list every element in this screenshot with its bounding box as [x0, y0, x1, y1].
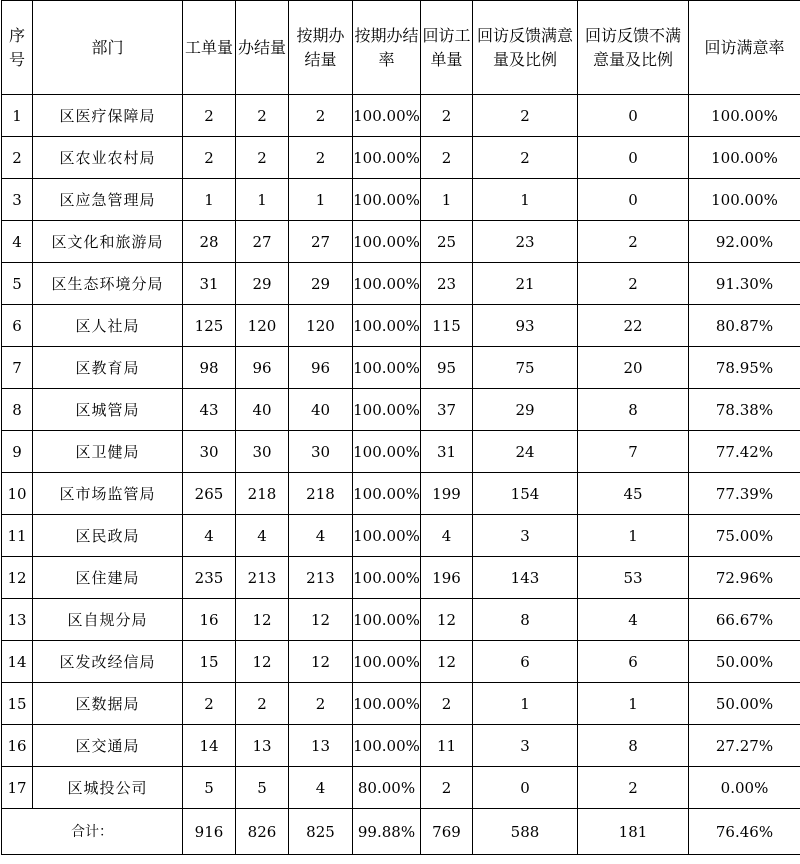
cell-index: 6	[2, 305, 33, 347]
cell-ontime-rate: 100.00%	[353, 179, 421, 221]
header-revisit-orders: 回访工单量	[421, 1, 473, 95]
cell-revisit-orders: 1	[421, 179, 473, 221]
cell-department: 区卫健局	[33, 431, 183, 473]
table-row	[2, 641, 800, 683]
cell-ontime-completed: 13	[289, 725, 353, 767]
cell-orders: 235	[183, 557, 236, 599]
cell-completed: 2	[236, 137, 289, 179]
cell-completed: 2	[236, 95, 289, 137]
cell-unsatisfied: 1	[578, 683, 689, 725]
cell-ontime-rate: 100.00%	[353, 557, 421, 599]
cell-revisit-orders: 199	[421, 473, 473, 515]
cell-department: 区发改经信局	[33, 641, 183, 683]
cell-index: 16	[2, 725, 33, 767]
header-satisfaction-rate: 回访满意率	[689, 1, 800, 95]
cell-satisfaction-rate: 72.96%	[689, 557, 800, 599]
cell-index: 17	[2, 767, 33, 809]
total-ontime-completed: 825	[289, 809, 353, 855]
cell-orders: 98	[183, 347, 236, 389]
table-row	[2, 557, 800, 599]
cell-department: 区民政局	[33, 515, 183, 557]
cell-revisit-orders: 4	[421, 515, 473, 557]
table-row	[2, 95, 800, 137]
cell-department: 区数据局	[33, 683, 183, 725]
table-row	[2, 683, 800, 725]
cell-satisfied: 93	[473, 305, 578, 347]
cell-unsatisfied: 7	[578, 431, 689, 473]
cell-department: 区医疗保障局	[33, 95, 183, 137]
cell-unsatisfied: 1	[578, 515, 689, 557]
cell-revisit-orders: 12	[421, 641, 473, 683]
cell-ontime-completed: 12	[289, 641, 353, 683]
cell-revisit-orders: 12	[421, 599, 473, 641]
header-unsatisfied: 回访反馈不满意量及比例	[578, 1, 689, 95]
cell-satisfaction-rate: 91.30%	[689, 263, 800, 305]
cell-satisfaction-rate: 77.42%	[689, 431, 800, 473]
total-ontime-rate: 99.88%	[353, 809, 421, 855]
cell-completed: 27	[236, 221, 289, 263]
cell-ontime-rate: 100.00%	[353, 599, 421, 641]
cell-orders: 2	[183, 95, 236, 137]
cell-department: 区自规分局	[33, 599, 183, 641]
cell-orders: 5	[183, 767, 236, 809]
cell-revisit-orders: 2	[421, 95, 473, 137]
cell-satisfied: 3	[473, 725, 578, 767]
cell-completed: 218	[236, 473, 289, 515]
cell-satisfied: 23	[473, 221, 578, 263]
cell-satisfaction-rate: 50.00%	[689, 683, 800, 725]
cell-ontime-completed: 1	[289, 179, 353, 221]
cell-index: 15	[2, 683, 33, 725]
cell-department: 区城管局	[33, 389, 183, 431]
cell-revisit-orders: 31	[421, 431, 473, 473]
cell-index: 14	[2, 641, 33, 683]
header-index: 序号	[2, 1, 33, 95]
cell-ontime-completed: 2	[289, 683, 353, 725]
cell-satisfied: 143	[473, 557, 578, 599]
cell-satisfaction-rate: 27.27%	[689, 725, 800, 767]
cell-completed: 30	[236, 431, 289, 473]
header-ontime-completed: 按期办结量	[289, 1, 353, 95]
cell-satisfaction-rate: 77.39%	[689, 473, 800, 515]
total-unsatisfied: 181	[578, 809, 689, 855]
cell-satisfaction-rate: 100.00%	[689, 95, 800, 137]
total-completed: 826	[236, 809, 289, 855]
cell-completed: 12	[236, 641, 289, 683]
cell-department: 区文化和旅游局	[33, 221, 183, 263]
cell-satisfied: 75	[473, 347, 578, 389]
header-completed: 办结量	[236, 1, 289, 95]
cell-ontime-rate: 100.00%	[353, 137, 421, 179]
cell-orders: 14	[183, 725, 236, 767]
cell-unsatisfied: 53	[578, 557, 689, 599]
cell-ontime-rate: 100.00%	[353, 473, 421, 515]
cell-ontime-completed: 27	[289, 221, 353, 263]
table-row	[2, 389, 800, 431]
cell-department: 区教育局	[33, 347, 183, 389]
cell-completed: 4	[236, 515, 289, 557]
table-row	[2, 305, 800, 347]
cell-completed: 213	[236, 557, 289, 599]
cell-index: 5	[2, 263, 33, 305]
cell-revisit-orders: 2	[421, 137, 473, 179]
cell-satisfaction-rate: 0.00%	[689, 767, 800, 809]
table-row	[2, 599, 800, 641]
cell-orders: 2	[183, 137, 236, 179]
header-row	[2, 1, 800, 95]
cell-department: 区农业农村局	[33, 137, 183, 179]
cell-index: 1	[2, 95, 33, 137]
cell-orders: 15	[183, 641, 236, 683]
table-row	[2, 431, 800, 473]
cell-ontime-completed: 213	[289, 557, 353, 599]
cell-unsatisfied: 4	[578, 599, 689, 641]
total-row	[2, 809, 800, 855]
cell-satisfaction-rate: 50.00%	[689, 641, 800, 683]
table-row	[2, 137, 800, 179]
cell-ontime-completed: 2	[289, 137, 353, 179]
cell-ontime-completed: 2	[289, 95, 353, 137]
cell-department: 区生态环境分局	[33, 263, 183, 305]
cell-orders: 125	[183, 305, 236, 347]
cell-orders: 1	[183, 179, 236, 221]
cell-satisfied: 1	[473, 683, 578, 725]
cell-satisfied: 6	[473, 641, 578, 683]
cell-ontime-completed: 30	[289, 431, 353, 473]
cell-completed: 12	[236, 599, 289, 641]
cell-satisfied: 2	[473, 137, 578, 179]
cell-ontime-completed: 29	[289, 263, 353, 305]
cell-unsatisfied: 2	[578, 221, 689, 263]
cell-revisit-orders: 11	[421, 725, 473, 767]
cell-ontime-rate: 100.00%	[353, 431, 421, 473]
cell-ontime-rate: 100.00%	[353, 263, 421, 305]
cell-ontime-completed: 40	[289, 389, 353, 431]
header-ontime-rate: 按期办结率	[353, 1, 421, 95]
cell-ontime-completed: 120	[289, 305, 353, 347]
cell-index: 2	[2, 137, 33, 179]
header-department: 部门	[33, 1, 183, 95]
cell-orders: 265	[183, 473, 236, 515]
cell-unsatisfied: 20	[578, 347, 689, 389]
header-satisfied: 回访反馈满意量及比例	[473, 1, 578, 95]
cell-completed: 1	[236, 179, 289, 221]
cell-completed: 13	[236, 725, 289, 767]
work-order-table	[1, 0, 800, 855]
cell-ontime-completed: 12	[289, 599, 353, 641]
cell-satisfied: 24	[473, 431, 578, 473]
table-body	[2, 95, 800, 809]
cell-satisfaction-rate: 100.00%	[689, 137, 800, 179]
total-satisfied: 588	[473, 809, 578, 855]
cell-completed: 96	[236, 347, 289, 389]
total-orders: 916	[183, 809, 236, 855]
table-header	[2, 1, 800, 95]
cell-satisfaction-rate: 80.87%	[689, 305, 800, 347]
cell-ontime-completed: 4	[289, 767, 353, 809]
cell-satisfied: 0	[473, 767, 578, 809]
total-satisfaction-rate: 76.46%	[689, 809, 800, 855]
cell-unsatisfied: 22	[578, 305, 689, 347]
total-label: 合计：	[2, 809, 183, 855]
cell-unsatisfied: 2	[578, 263, 689, 305]
table-row	[2, 515, 800, 557]
cell-ontime-rate: 80.00%	[353, 767, 421, 809]
cell-satisfaction-rate: 78.95%	[689, 347, 800, 389]
cell-ontime-completed: 96	[289, 347, 353, 389]
cell-completed: 29	[236, 263, 289, 305]
cell-revisit-orders: 37	[421, 389, 473, 431]
cell-unsatisfied: 0	[578, 179, 689, 221]
table-row	[2, 221, 800, 263]
cell-unsatisfied: 8	[578, 389, 689, 431]
cell-department: 区住建局	[33, 557, 183, 599]
cell-index: 11	[2, 515, 33, 557]
cell-revisit-orders: 2	[421, 767, 473, 809]
table-row	[2, 725, 800, 767]
cell-department: 区城投公司	[33, 767, 183, 809]
cell-revisit-orders: 25	[421, 221, 473, 263]
cell-revisit-orders: 115	[421, 305, 473, 347]
cell-index: 13	[2, 599, 33, 641]
cell-revisit-orders: 196	[421, 557, 473, 599]
cell-satisfied: 8	[473, 599, 578, 641]
header-orders: 工单量	[183, 1, 236, 95]
table-row	[2, 473, 800, 515]
cell-revisit-orders: 23	[421, 263, 473, 305]
total-revisit-orders: 769	[421, 809, 473, 855]
cell-ontime-rate: 100.00%	[353, 95, 421, 137]
table-row	[2, 263, 800, 305]
cell-unsatisfied: 0	[578, 137, 689, 179]
table-row	[2, 347, 800, 389]
cell-completed: 40	[236, 389, 289, 431]
cell-index: 10	[2, 473, 33, 515]
cell-ontime-completed: 4	[289, 515, 353, 557]
cell-index: 3	[2, 179, 33, 221]
cell-orders: 31	[183, 263, 236, 305]
cell-department: 区人社局	[33, 305, 183, 347]
cell-orders: 16	[183, 599, 236, 641]
cell-unsatisfied: 45	[578, 473, 689, 515]
cell-satisfaction-rate: 100.00%	[689, 179, 800, 221]
cell-ontime-rate: 100.00%	[353, 389, 421, 431]
cell-index: 4	[2, 221, 33, 263]
cell-completed: 2	[236, 683, 289, 725]
cell-index: 9	[2, 431, 33, 473]
cell-satisfied: 21	[473, 263, 578, 305]
cell-unsatisfied: 6	[578, 641, 689, 683]
table-row	[2, 767, 800, 809]
cell-completed: 120	[236, 305, 289, 347]
cell-completed: 5	[236, 767, 289, 809]
cell-department: 区市场监管局	[33, 473, 183, 515]
cell-satisfaction-rate: 78.38%	[689, 389, 800, 431]
cell-department: 区交通局	[33, 725, 183, 767]
cell-satisfied: 29	[473, 389, 578, 431]
cell-ontime-rate: 100.00%	[353, 347, 421, 389]
cell-revisit-orders: 2	[421, 683, 473, 725]
cell-unsatisfied: 8	[578, 725, 689, 767]
cell-orders: 4	[183, 515, 236, 557]
cell-revisit-orders: 95	[421, 347, 473, 389]
cell-orders: 30	[183, 431, 236, 473]
cell-index: 7	[2, 347, 33, 389]
cell-ontime-rate: 100.00%	[353, 305, 421, 347]
cell-ontime-completed: 218	[289, 473, 353, 515]
cell-ontime-rate: 100.00%	[353, 515, 421, 557]
cell-ontime-rate: 100.00%	[353, 725, 421, 767]
cell-satisfaction-rate: 75.00%	[689, 515, 800, 557]
table-row	[2, 179, 800, 221]
cell-orders: 2	[183, 683, 236, 725]
cell-department: 区应急管理局	[33, 179, 183, 221]
cell-unsatisfied: 2	[578, 767, 689, 809]
cell-ontime-rate: 100.00%	[353, 641, 421, 683]
cell-satisfied: 2	[473, 95, 578, 137]
cell-ontime-rate: 100.00%	[353, 683, 421, 725]
cell-satisfied: 154	[473, 473, 578, 515]
cell-orders: 43	[183, 389, 236, 431]
cell-orders: 28	[183, 221, 236, 263]
cell-index: 8	[2, 389, 33, 431]
table-footer	[2, 809, 800, 855]
cell-satisfied: 3	[473, 515, 578, 557]
cell-satisfaction-rate: 66.67%	[689, 599, 800, 641]
cell-unsatisfied: 0	[578, 95, 689, 137]
cell-index: 12	[2, 557, 33, 599]
cell-satisfied: 1	[473, 179, 578, 221]
cell-ontime-rate: 100.00%	[353, 221, 421, 263]
cell-satisfaction-rate: 92.00%	[689, 221, 800, 263]
